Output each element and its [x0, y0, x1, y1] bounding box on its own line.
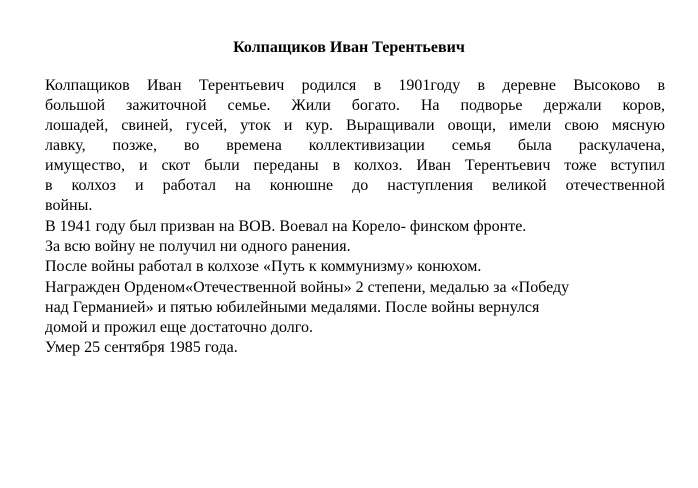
- paragraph-line: войны.: [45, 197, 93, 214]
- paragraph-line: лошадей, свиней, гусей, уток и кур. Выращивали овощи, имели свою мясную: [45, 117, 665, 134]
- text-line: над Германией» и пятью юбилейными медалями. После войны вернулся: [45, 299, 540, 316]
- text-line: Умер 25 сентября 1985 года.: [45, 339, 238, 356]
- paragraph-line: имущество, и скот были переданы в колхоз. Иван Терентьевич тоже вступил: [45, 157, 665, 174]
- document-title: Колпащиков Иван Терентьевич: [233, 39, 465, 56]
- text-line: После войны работал в колхозе «Путь к коммунизму» конюхом.: [45, 258, 482, 275]
- paragraph-line: большой зажиточной семье. Жили богато. На подворье держали коров,: [45, 97, 665, 114]
- text-line: За всю войну не получил ни одного ранения.: [45, 238, 351, 255]
- text-line: В 1941 году был призван на ВОВ. Воевал на Корело- финском фронте.: [45, 218, 527, 235]
- paragraph-line: лавку, позже, во времена коллективизации семья была раскулачена,: [45, 137, 665, 154]
- paragraph-line: Колпащиков Иван Терентьевич родился в 1901году в деревне Высоково в: [45, 77, 665, 94]
- paragraph-line: в колхоз и работал на конюшне до наступления великой отечественной: [45, 177, 665, 194]
- text-line: домой и прожил еще достаточно долго.: [45, 319, 313, 336]
- text-line: Награжден Орденом«Отечественной войны» 2 степени, медалью за «Победу: [45, 279, 570, 296]
